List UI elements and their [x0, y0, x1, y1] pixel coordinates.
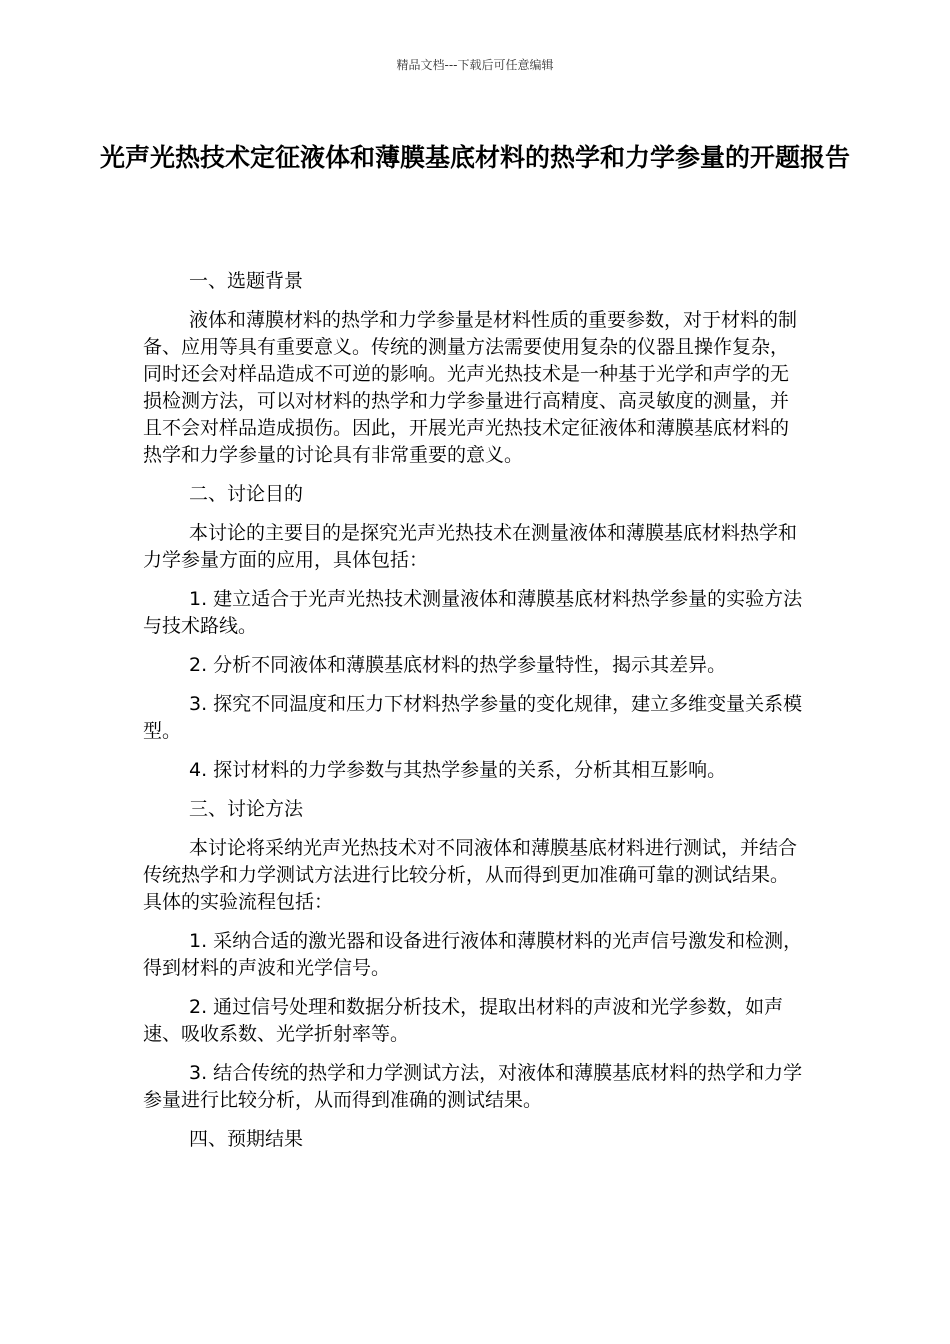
purpose-item-1: 1. 建立适合于光声光热技术测量液体和薄膜基底材料热学参量的实验方法与技术路线。 [143, 588, 803, 637]
section-heading-purpose: 二、讨论目的 [189, 483, 304, 505]
purpose-item-2: 2. 分析不同液体和薄膜基底材料的热学参量特性，揭示其差异。 [189, 654, 727, 676]
method-item-2: 2. 通过信号处理和数据分析技术，提取出材料的声波和光学参数，如声速、吸收系数、光学折射率等。 [143, 996, 784, 1045]
section-heading-method: 三、讨论方法 [189, 798, 304, 820]
purpose-item-3: 3. 探究不同温度和压力下材料热学参量的变化规律，建立多维变量关系模型。 [143, 693, 803, 742]
document-body [143, 268, 807, 1165]
section-heading-background: 一、选题背景 [189, 270, 304, 292]
purpose-item-4: 4. 探讨材料的力学参数与其热学参量的关系，分析其相互影响。 [189, 759, 727, 781]
page-header: 精品文档---下载后可任意编辑 [396, 58, 554, 72]
paragraph-purpose-intro: 本讨论的主要目的是探究光声光热技术在测量液体和薄膜基底材料热学和力学参量方面的应用，具体包括： [143, 522, 798, 571]
paragraph-method-intro: 本讨论将采纳光声光热技术对不同液体和薄膜基底材料进行测试，并结合传统热学和力学测试方法进行比较分析，从而得到更加准确可靠的测试结果。具体的实验流程包括： [143, 837, 798, 913]
method-item-3: 3. 结合传统的热学和力学测试方法，对液体和薄膜基底材料的热学和力学参量进行比较分析，从而得到准确的测试结果。 [143, 1062, 803, 1111]
paragraph-background: 液体和薄膜材料的热学和力学参量是材料性质的重要参数，对于材料的制备、应用等具有重要意义。传统的测量方法需要使用复杂的仪器且操作复杂，同时还会对样品造成不可逆的影响。光声光热技术是一种基于光学和声学的无损检测方法，可以对材料的热学和力学参量进行高精度、高灵敏度的测量，并且不会对样品造成损伤。因此，开展光声光热技术定征液体和薄膜基底材料的热学和力学参量的讨论具有非常重要的意义。 [143, 309, 798, 466]
document-title: 光声光热技术定征液体和薄膜基底材料的热学和力学参量的开题报告 [99, 143, 850, 172]
method-item-1: 1. 采纳合适的激光器和设备进行液体和薄膜材料的光声信号激发和检测，得到材料的声波和光学信号。 [143, 930, 803, 979]
section-heading-expected-results: 四、预期结果 [189, 1128, 304, 1150]
